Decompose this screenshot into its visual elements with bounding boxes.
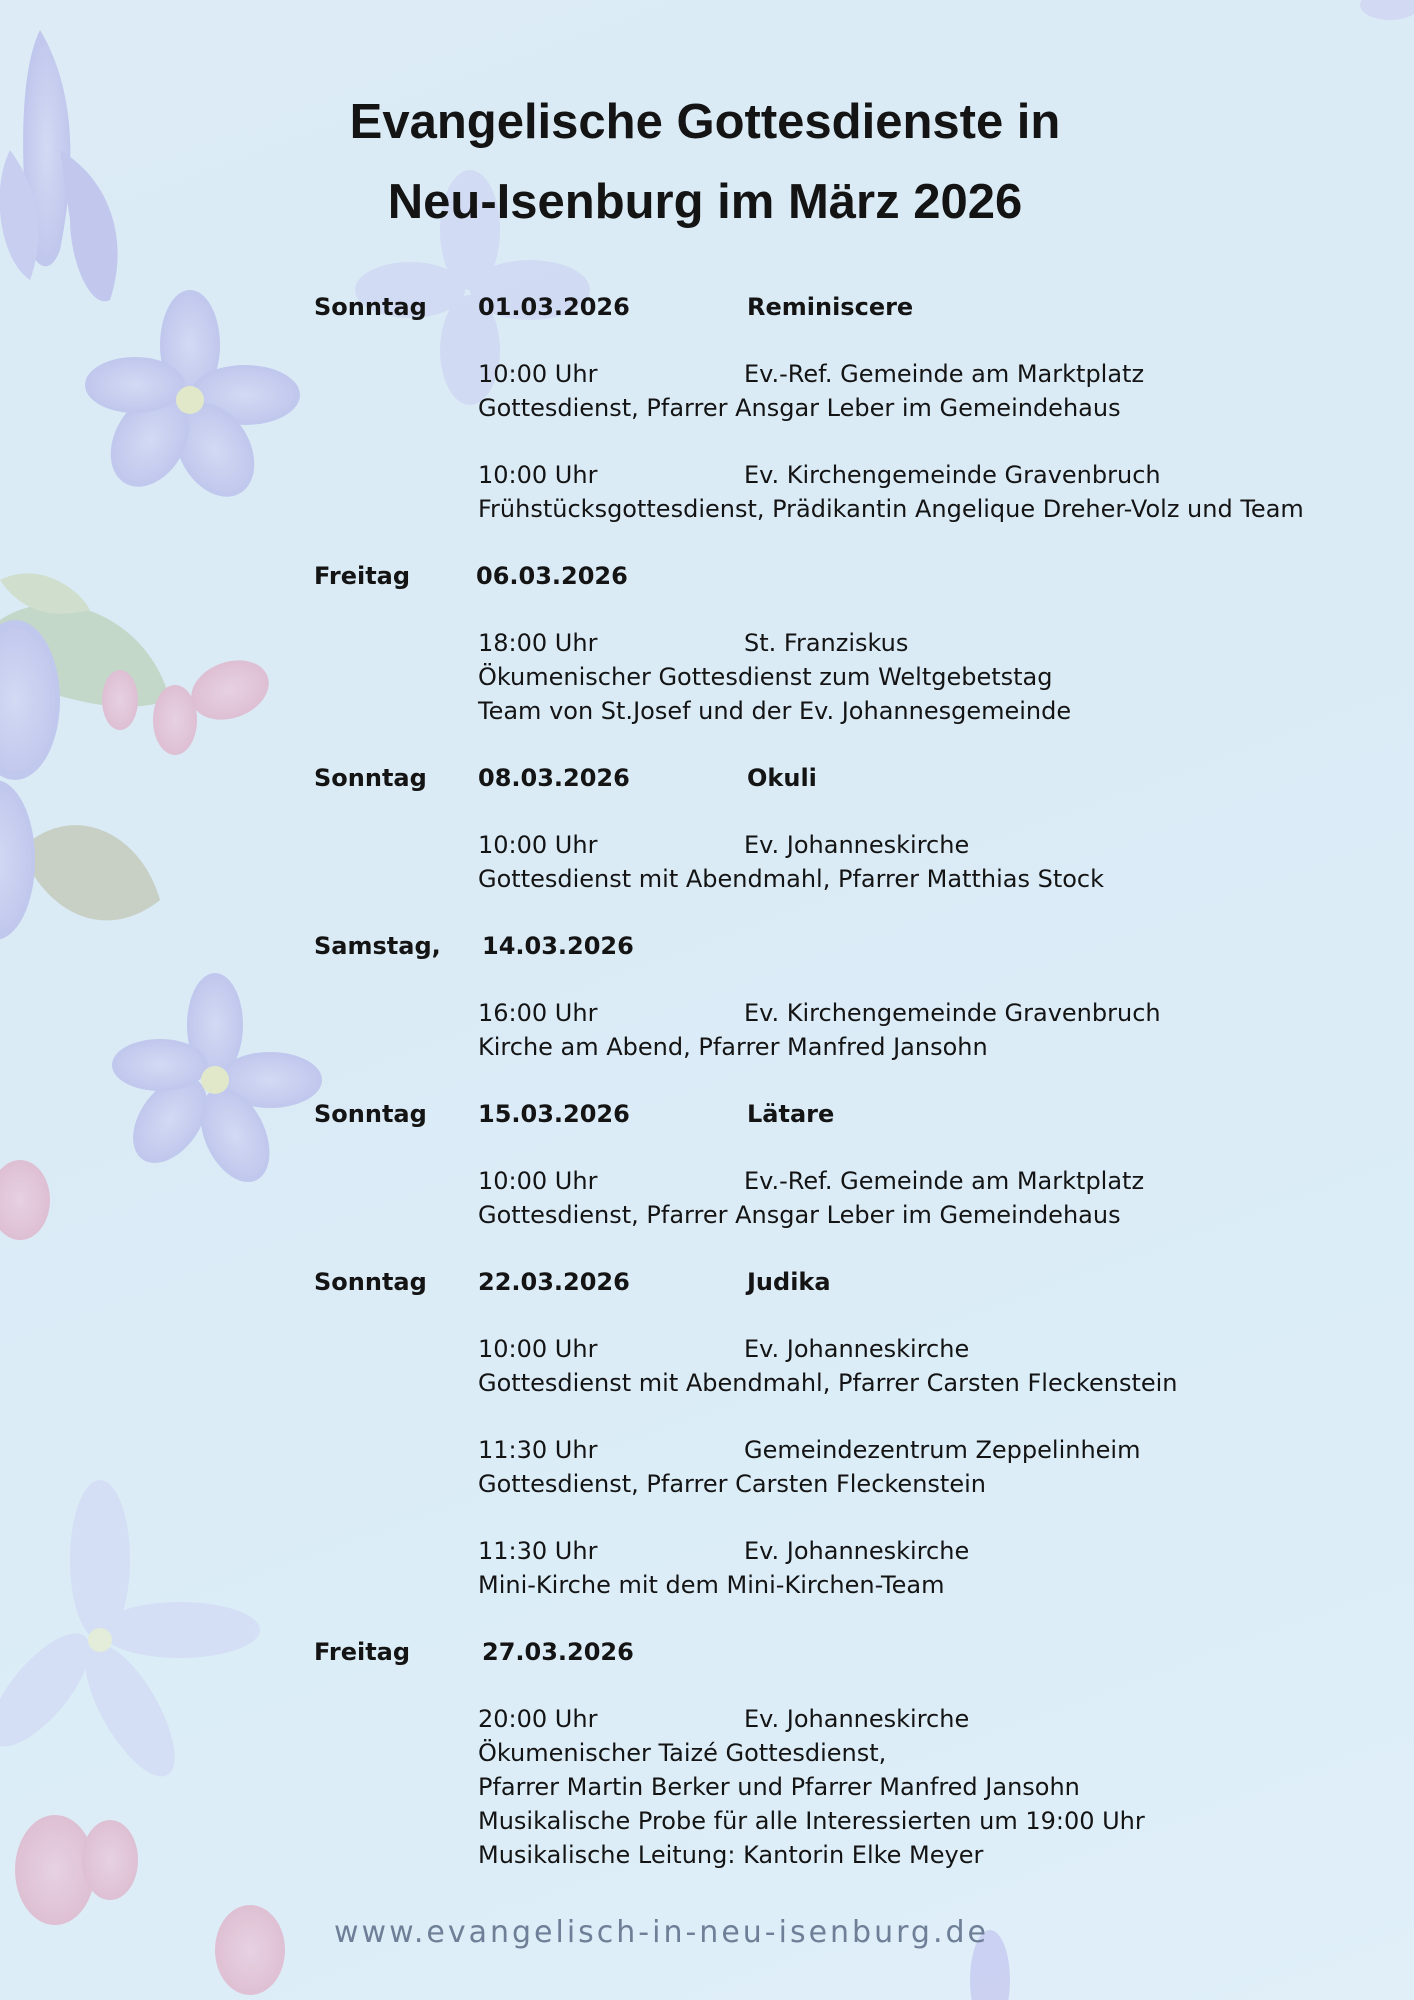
service-detail: Ökumenischer Taizé Gottesdienst, xyxy=(478,1739,887,1767)
title-line-1: Evangelische Gottesdienste in xyxy=(349,95,1061,149)
service-place: Ev.-Ref. Gemeinde am Marktplatz xyxy=(744,1167,1145,1195)
day-feast: Reminiscere xyxy=(747,293,914,321)
day-date: 22.03.2026 xyxy=(478,1268,630,1296)
service-time: 10:00 Uhr xyxy=(478,1167,598,1195)
day-feast: Lätare xyxy=(747,1100,835,1128)
service-detail: Musikalische Leitung: Kantorin Elke Meyer xyxy=(478,1841,984,1869)
service-place: Ev. Johanneskirche xyxy=(744,1537,970,1565)
service-time: 10:00 Uhr xyxy=(478,1335,598,1363)
day-date: 15.03.2026 xyxy=(478,1100,630,1128)
day-feast: Judika xyxy=(747,1268,831,1296)
service-detail: Team von St.Josef und der Ev. Johannesgemeinde xyxy=(478,697,1072,725)
service-detail: Mini-Kirche mit dem Mini-Kirchen-Team xyxy=(478,1571,945,1599)
service-time: 10:00 Uhr xyxy=(478,360,598,388)
service-detail: Musikalische Probe für alle Interessierten um 19:00 Uhr xyxy=(478,1807,1145,1835)
service-place: Ev. Kirchengemeinde Gravenbruch xyxy=(744,999,1161,1027)
service-time: 11:30 Uhr xyxy=(478,1537,598,1565)
service-detail: Gottesdienst, Pfarrer Ansgar Leber im Gemeindehaus xyxy=(478,394,1121,422)
day-weekday: Sonntag xyxy=(314,1100,427,1128)
service-place: Ev. Johanneskirche xyxy=(744,1705,970,1733)
service-time: 20:00 Uhr xyxy=(478,1705,598,1733)
service-time: 10:00 Uhr xyxy=(478,461,598,489)
service-place: St. Franziskus xyxy=(744,629,909,657)
day-date: 01.03.2026 xyxy=(478,293,630,321)
service-time: 11:30 Uhr xyxy=(478,1436,598,1464)
page-title xyxy=(230,82,1180,242)
service-time: 18:00 Uhr xyxy=(478,629,598,657)
day-weekday: Sonntag xyxy=(314,293,427,321)
day-date: 14.03.2026 xyxy=(482,932,634,960)
service-detail: Gottesdienst, Pfarrer Carsten Fleckenstein xyxy=(478,1470,986,1498)
day-date: 27.03.2026 xyxy=(482,1638,634,1666)
service-place: Ev. Johanneskirche xyxy=(744,831,970,859)
website-url: www.evangelisch-in-neu-isenburg.de xyxy=(334,1915,989,1950)
day-date: 08.03.2026 xyxy=(478,764,630,792)
day-feast: Okuli xyxy=(747,764,817,792)
day-date: 06.03.2026 xyxy=(476,562,628,590)
service-detail: Gottesdienst mit Abendmahl, Pfarrer Carsten Fleckenstein xyxy=(478,1369,1178,1397)
service-place: Gemeindezentrum Zeppelinheim xyxy=(744,1436,1141,1464)
day-weekday: Freitag xyxy=(314,1638,411,1666)
service-time: 16:00 Uhr xyxy=(478,999,598,1027)
service-place: Ev.-Ref. Gemeinde am Marktplatz xyxy=(744,360,1145,388)
day-weekday: Freitag xyxy=(314,562,411,590)
service-detail: Gottesdienst, Pfarrer Ansgar Leber im Gemeindehaus xyxy=(478,1201,1121,1229)
day-weekday: Samstag, xyxy=(314,932,441,960)
service-place: Ev. Johanneskirche xyxy=(744,1335,970,1363)
service-detail: Gottesdienst mit Abendmahl, Pfarrer Matthias Stock xyxy=(478,865,1105,893)
service-detail: Frühstücksgottesdienst, Prädikantin Angelique Dreher-Volz und Team xyxy=(478,495,1304,523)
service-time: 10:00 Uhr xyxy=(478,831,598,859)
service-detail: Pfarrer Martin Berker und Pfarrer Manfred Jansohn xyxy=(478,1773,1080,1801)
title-line-2: Neu-Isenburg im März 2026 xyxy=(387,175,1023,229)
service-detail: Kirche am Abend, Pfarrer Manfred Jansohn xyxy=(478,1033,988,1061)
day-weekday: Sonntag xyxy=(314,1268,427,1296)
service-place: Ev. Kirchengemeinde Gravenbruch xyxy=(744,461,1161,489)
service-detail: Ökumenischer Gottesdienst zum Weltgebetstag xyxy=(478,663,1053,691)
day-weekday: Sonntag xyxy=(314,764,427,792)
